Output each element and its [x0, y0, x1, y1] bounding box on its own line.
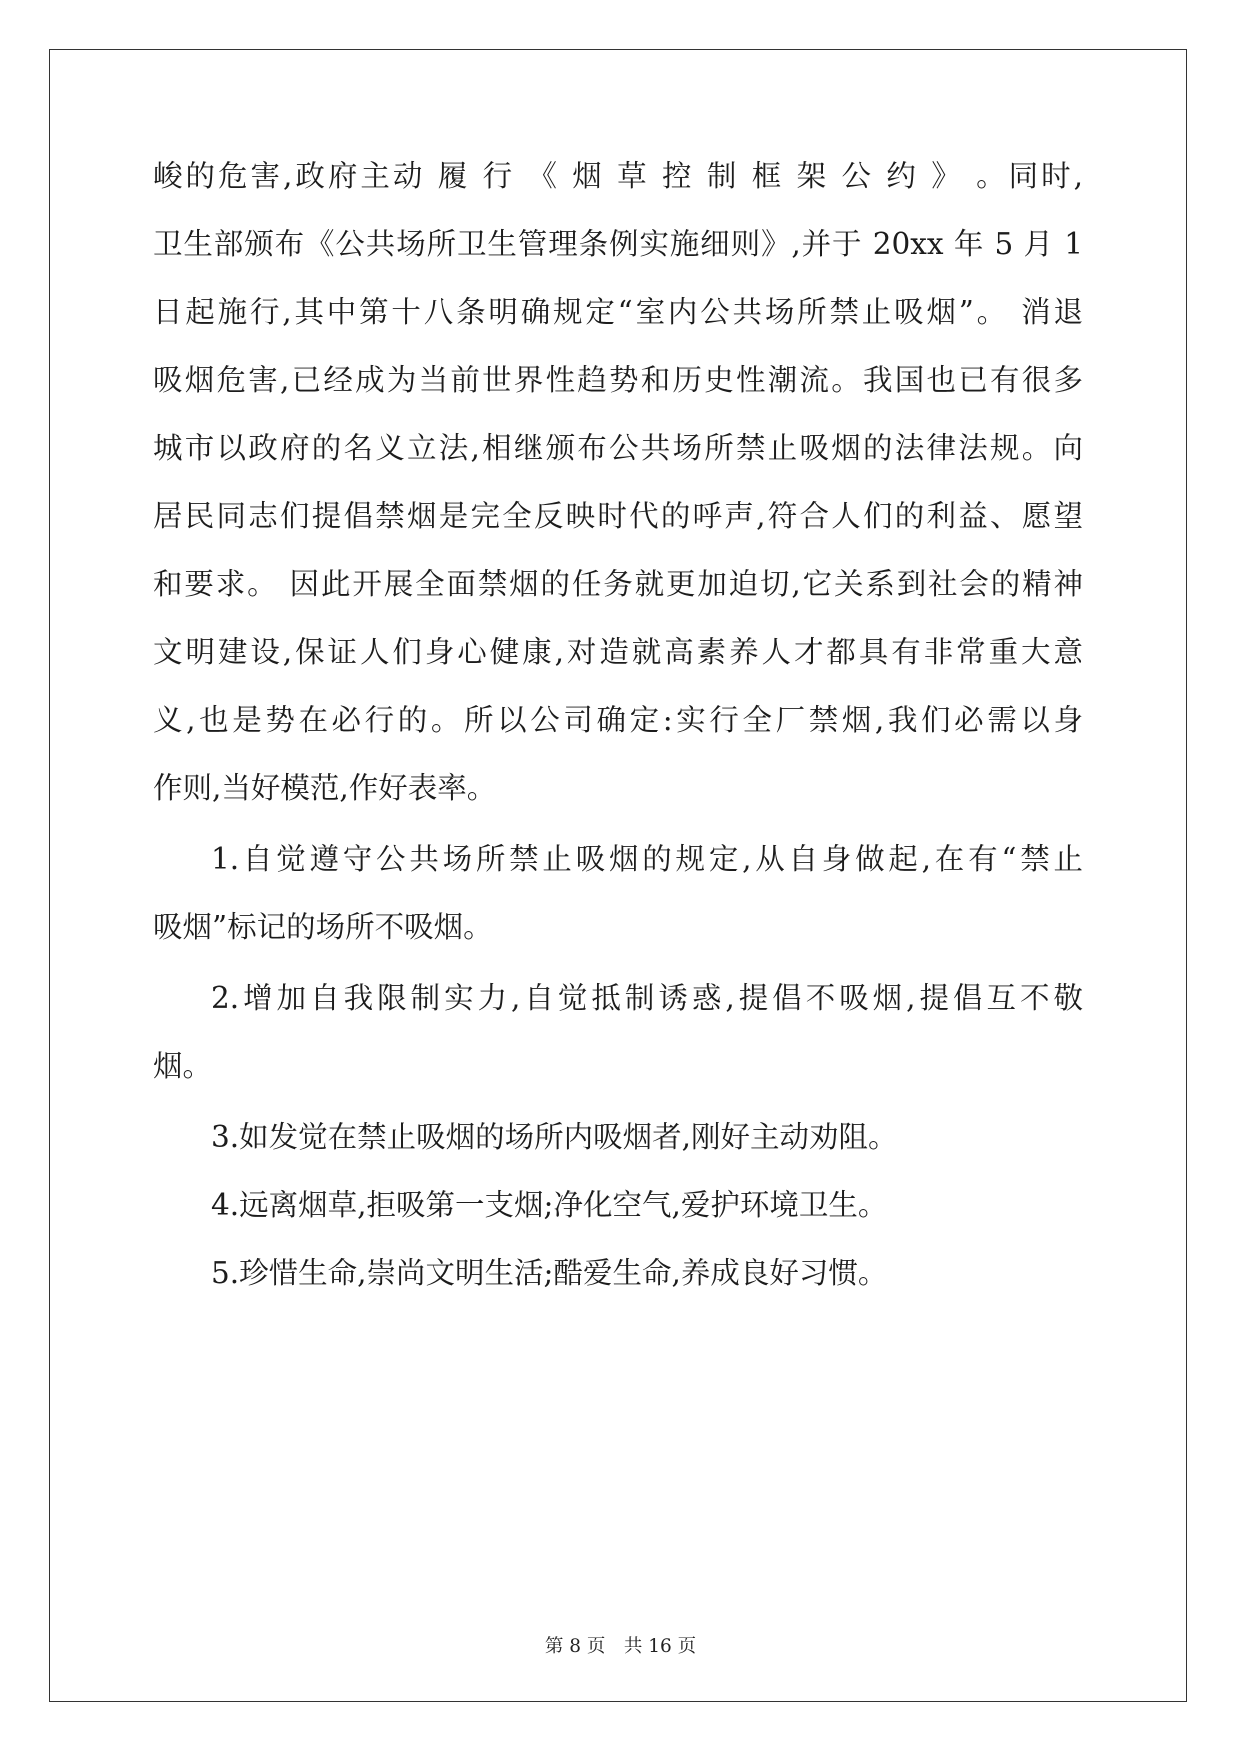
text-line: 和要求。 因此开展全面禁烟的任务就更加迫切,它关系到社会的精神 [153, 567, 1083, 601]
text-line: 文明建设,保证人们身心健康,对造就高素养人才都具有非常重大意 [153, 635, 1083, 669]
text-line: 峻的危害,政府主动 履 行 《 烟 草 控 制 框 架 公 约 》 。同时, [153, 159, 1083, 193]
text-line: 义,也是势在必行的。所以公司确定:实行全厂禁烟,我们必需以身 [153, 703, 1083, 737]
page-number: 第 8 页 共 16 页 [544, 1636, 697, 1657]
text-line: 日起施行,其中第十八条明确规定“室内公共场所禁止吸烟”。 消退 [153, 295, 1083, 329]
text-line: 居民同志们提倡禁烟是完全反映时代的呼声,符合人们的利益、愿望 [153, 499, 1083, 533]
text-line: 城市以政府的名义立法,相继颁布公共场所禁止吸烟的法律法规。向 [153, 431, 1083, 465]
text-line: 1.自觉遵守公共场所禁止吸烟的规定,从自身做起,在有“禁止 [211, 842, 1083, 876]
list-item-2 [153, 974, 1083, 1090]
text-line: 烟。 [153, 1049, 213, 1083]
text-line: 卫生部颁布《公共场所卫生管理条例实施细则》,并于 20xx 年 5 月 1 [153, 227, 1083, 261]
text-line: 2.增加自我限制实力,自觉抵制诱惑,提倡不吸烟,提倡互不敬 [211, 981, 1083, 1015]
list-item-4: 4.远离烟草,拒吸第一支烟;净化空气,爱护环境卫生。 [211, 1188, 888, 1222]
text-line: 吸烟”标记的场所不吸烟。 [153, 910, 493, 944]
list-item-5: 5.珍惜生命,崇尚文明生活;酷爱生命,养成良好习惯。 [211, 1256, 888, 1290]
list-item-3: 3.如发觉在禁止吸烟的场所内吸烟者,刚好主动劝阻。 [211, 1120, 898, 1154]
document-body [153, 152, 1083, 1297]
text-line: 作则,当好模范,作好表率。 [153, 771, 497, 805]
text-line: 吸烟危害,已经成为当前世界性趋势和历史性潮流。我国也已有很多 [153, 363, 1083, 397]
intro-paragraph [153, 152, 1083, 812]
list-item-1 [153, 835, 1083, 951]
